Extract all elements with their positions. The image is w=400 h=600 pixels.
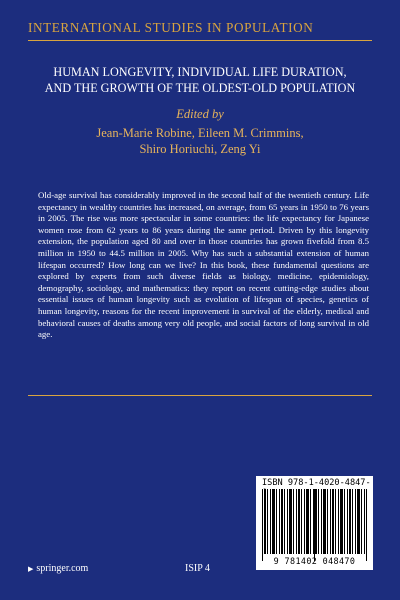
book-title-line-1: HUMAN LONGEVITY, INDIVIDUAL LIFE DURATION, xyxy=(53,65,347,79)
isbn-label: ISBN 978-1-4020-4847- xyxy=(262,478,371,488)
book-title-line-2: AND THE GROWTH OF THE OLDEST-OLD POPULATION xyxy=(44,81,356,95)
publisher-link-text: springer.com xyxy=(36,563,89,574)
series-title: INTERNATIONAL STUDIES IN POPULATION xyxy=(28,20,314,35)
barcode-guard-left xyxy=(262,489,263,561)
book-title xyxy=(0,64,400,96)
barcode-digits: 9 781402 048470 xyxy=(273,556,356,566)
triangle-right-icon: ▶ xyxy=(28,565,34,573)
barcode-guard-center xyxy=(314,489,315,561)
editors-line-2: Shiro Horiuchi, Zeng Yi xyxy=(139,142,261,156)
bottom-divider xyxy=(28,395,372,396)
editors-line-1: Jean-Marie Robine, Eileen M. Crimmins, xyxy=(96,126,304,140)
edited-by-label: Edited by xyxy=(176,107,224,121)
publisher-link[interactable] xyxy=(28,563,88,574)
barcode-guard-right xyxy=(366,489,367,561)
isbn-barcode xyxy=(256,476,373,570)
editors xyxy=(0,125,400,157)
top-divider xyxy=(28,40,372,41)
isip-code: ISIP 4 xyxy=(185,563,210,574)
book-description: Old-age survival has considerably improved in the second half of the twentieth century. Life expectancy in wealthy countries has increased, on average, from 65 years in 1950 to 76 years in 2005. The rise was more spectacular in some countries: the life expectancy for Japanese women rose from 62 years to 86 years during the same period. Driven by this longevity extension, the population aged 80 and over in those countries has grown fivefold from 8.5 million in 1950 to 44.5 million in 2005. Why has such a substantial extension of human lifespan occurred? How long can we live? In this book, these fundamental questions are explored by experts from such diverse fields as biology, medicine, epidemiology, demography, sociology, and mathematics: they report on recent cutting-edge studies about essential issues of human longevity such as evolution of lifespan of species, genetics of human longevity, reasons for the recent improvement in survival of the elderly, medical and behavioral causes of deaths among very old people, and social factors of long survival in old age. xyxy=(38,190,369,340)
